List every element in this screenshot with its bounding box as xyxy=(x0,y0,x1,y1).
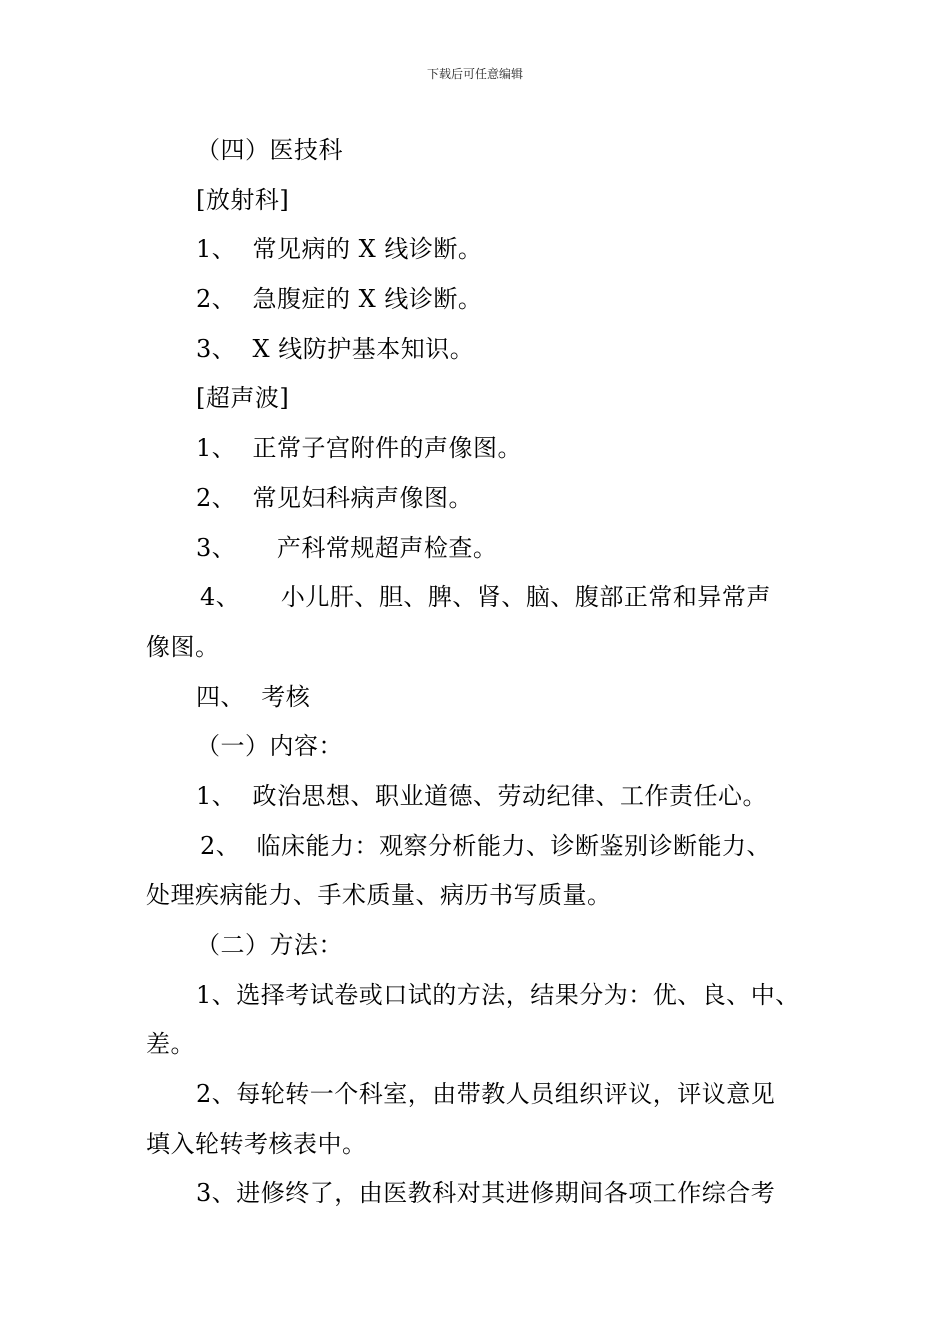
paragraph-continuation: 差。 xyxy=(146,1030,195,1058)
subsection-content: （一）内容： xyxy=(196,732,343,760)
list-item: 2、 常见妇科病声像图。 xyxy=(196,484,474,512)
list-item: 3、 X 线防护基本知识。 xyxy=(196,335,475,363)
subsection-method: （二）方法： xyxy=(196,931,343,959)
list-item: 1、 正常子宫附件的声像图。 xyxy=(196,434,523,462)
subsection-ultrasound: [超声波] xyxy=(196,384,290,412)
subsection-radiology: [放射科] xyxy=(196,186,290,214)
list-item: 2、 临床能力：观察分析能力、诊断鉴别诊断能力、 xyxy=(200,832,772,860)
list-item: 1、 政治思想、职业道德、劳动纪律、工作责任心。 xyxy=(196,782,768,810)
list-item-continuation: 像图。 xyxy=(146,633,220,661)
section-heading-assessment: 四、 考核 xyxy=(196,683,311,711)
paragraph: 1、选择考试卷或口试的方法，结果分为：优、良、中、 xyxy=(196,981,800,1009)
paragraph-continuation: 填入轮转考核表中。 xyxy=(146,1130,367,1158)
list-item: 2、 急腹症的 X 线诊断。 xyxy=(196,285,483,313)
section-heading-medtech: （四）医技科 xyxy=(196,136,343,164)
page-header: 下载后可任意编辑 xyxy=(426,67,523,81)
paragraph: 2、每轮转一个科室，由带教人员组织评议，评议意见 xyxy=(196,1080,776,1108)
list-item: 4、 小儿肝、胆、脾、肾、脑、腹部正常和异常声 xyxy=(200,583,771,611)
paragraph: 3、进修终了，由医教科对其进修期间各项工作综合考 xyxy=(196,1179,776,1207)
list-item-continuation: 处理疾病能力、手术质量、病历书写质量。 xyxy=(146,881,612,909)
list-item: 3、 产科常规超声检查。 xyxy=(196,534,498,562)
list-item: 1、 常见病的 X 线诊断。 xyxy=(196,235,483,263)
